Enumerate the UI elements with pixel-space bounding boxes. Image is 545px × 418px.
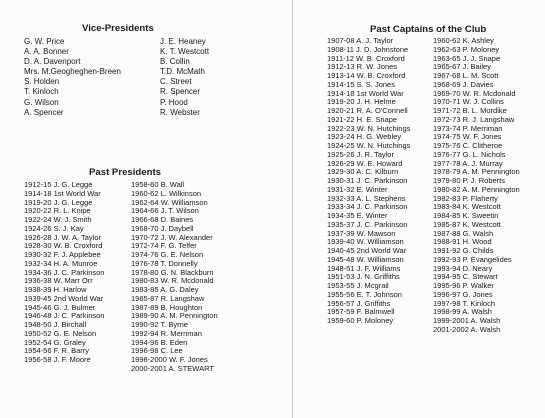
list-entry: 1964-66 J. T. Wilson [131, 207, 199, 216]
list-entry: 1920-21 R. A. O'Connell [327, 107, 408, 115]
list-entry: 1953-55 J. Mcgrail [327, 282, 389, 290]
list-entry: 1974-75 W. F. Jones [433, 133, 502, 142]
vice-presidents-right-list [160, 37, 209, 118]
list-entry: 1937-39 W. Mawson [327, 229, 396, 238]
list-entry: 1977-78 A. J. Murray [433, 159, 503, 168]
list-entry: 1966-68 D. Baines [131, 216, 194, 224]
list-entry: 1938-39 H. Harlow [24, 286, 87, 294]
list-entry: 1974-76 G. E. Nelson [131, 251, 204, 259]
list-entry: 1978-79 A. M. Pennington [433, 168, 520, 177]
list-entry: 1952-54 G. Graley [24, 338, 86, 347]
list-entry: 1994-95 C. Stewart [433, 273, 498, 282]
list-entry: 1991-92 G. Childs [433, 247, 494, 255]
list-entry: 1987-89 B. Houghton [131, 303, 203, 312]
list-entry: 1960-62 K. Ashley [433, 37, 494, 45]
list-entry: 1919-20 J. H. Helme [327, 98, 396, 107]
list-entry: 1939-40 W. Williamson [327, 238, 404, 247]
list-entry: 1926-29 W. E. Howard [327, 159, 403, 168]
list-entry: 1968-70 J. Daybell [131, 224, 194, 233]
list-entry: 1913-14 W. B. Croxford [327, 72, 406, 80]
list-entry: 1919-20 J. G. Legge [24, 198, 93, 207]
list-entry: 1965-67 J. Bailey [433, 63, 491, 72]
list-entry: 1997-98 T. Kinloch [433, 299, 495, 308]
list-entry: 1955-56 E. T. Johnson [327, 290, 402, 299]
vice-presidents-left-list [24, 37, 121, 118]
list-entry: 1970-71 W. J. Collins [433, 98, 504, 107]
list-entry: 1933-34 J. C. Parkinson [327, 203, 408, 212]
list-entry: 1930-31 J. C. Parkinson [327, 177, 408, 185]
list-entry: 1992-93 P. Evangelides [433, 255, 512, 264]
list-entry: 1922-24 W. J. Smith [24, 216, 92, 224]
list-entry: 1979-80 P. J. Roberts [433, 177, 505, 185]
list-entry: 1907-08 A. J. Taylor [327, 37, 394, 45]
list-entry: 1948-50 J. Birchall [24, 321, 87, 329]
past-presidents-heading: Past Presidents [89, 167, 161, 178]
list-entry: 1951-53 J. N. Griffiths [327, 273, 400, 282]
list-entry: 1945-46 G. J. Bulmer [24, 303, 96, 312]
list-entry: 1950-52 G. E. Nelson [24, 329, 97, 338]
list-entry: 1934-35 E. Winter [327, 212, 388, 220]
list-entry: 1946-48 J. C. Parkinson [24, 312, 105, 321]
list-entry: 1959-60 P. Moloney [327, 317, 394, 325]
list-entry: 1983-85 A. G. Daley [131, 286, 199, 294]
list-entry: 1914-18 1st World War [24, 189, 101, 198]
list-entry: S. Holden [24, 77, 60, 87]
list-entry: 1996-97 G. Jones [433, 290, 493, 299]
list-entry: 1975-76 C. Clitheroe [433, 142, 503, 150]
list-entry: T. Kinloch [24, 87, 59, 97]
list-entry: 1926-28 J. W. A. Taylor [24, 233, 101, 242]
list-entry: 1995-96 P. Walker [433, 282, 494, 290]
list-entry: 1984-85 K. Sweetin [433, 212, 499, 220]
past-captains-right-list [433, 37, 520, 335]
list-entry: 1968-69 J. Davies [433, 80, 494, 89]
list-entry: P. Hood [160, 97, 188, 107]
list-entry: 1992-94 R. Merriman [131, 329, 202, 338]
list-entry: 1931-32 E. Winter [327, 185, 388, 194]
list-entry: 1970-72 J. W. Alexander [131, 233, 213, 242]
list-entry: B. Collin [160, 57, 190, 67]
list-entry: 1967-68 L. M. Scott [433, 72, 499, 80]
list-entry: 1908-11 J. D. Johnstone [327, 45, 409, 54]
list-entry: 1973-74 P. Merriman [433, 124, 503, 133]
list-entry: 1928-30 W. B. Croxford [24, 242, 103, 251]
list-entry: 1922-23 W. N. Hutchings [327, 124, 411, 133]
list-entry: 1958-60 B. Wall [131, 181, 185, 189]
list-entry: 1932-34 H. A. Munroe [24, 259, 98, 268]
list-entry: 1956-57 J. Griffiths [327, 299, 391, 308]
list-entry: K. T. Westcott [160, 47, 210, 57]
list-entry: 1954-56 F. R. Barry [24, 347, 90, 356]
list-entry: 1993-94 D. Neary [433, 264, 493, 273]
list-entry: 1976-78 T. Donnelly [131, 259, 198, 268]
vice-presidents-heading: Vice-Presidents [82, 23, 154, 34]
list-entry: 1988-91 H. Wood [433, 238, 492, 247]
list-entry: 1962-64 W. Williamson [131, 198, 208, 207]
list-entry: 1948-51 J. F. Williams [327, 264, 401, 273]
past-presidents-right-list [131, 181, 218, 374]
list-entry: 1999-2001 A. Walsh [433, 317, 501, 325]
list-entry: 1982-83 P. Flaherty [433, 194, 498, 203]
list-entry: G. Wilson [24, 97, 59, 107]
list-entry: 1985-87 K. Westcott [433, 220, 501, 229]
list-entry: 1945-48 W. Williamson [327, 255, 404, 264]
list-entry: 1939-45 2nd World War [24, 294, 104, 303]
list-entry: 1932-33 A. L. Stephens [327, 194, 406, 203]
list-entry: 1911-12 W. B. Croxford [327, 54, 405, 63]
list-entry: 1924-25 W. N. Hutchings [327, 142, 411, 150]
list-entry: Mrs. M.Geogheghen-Breen [24, 67, 121, 77]
list-entry: 2000-2001 A. STEWART [131, 364, 214, 373]
list-entry: 1994-96 B. Eden [131, 338, 188, 347]
list-entry: 1971-72 B. L. Mordike [433, 107, 507, 115]
list-entry: 1936-38 W. Marr Orr [24, 277, 93, 286]
list-entry: 1985-87 R. Langshaw [131, 294, 205, 303]
past-captains-heading: Past Captains of the Club [370, 24, 487, 35]
list-entry: 1980-82 A. M. Pennington [433, 185, 520, 194]
list-entry: 1921-22 H. E. Snape [327, 115, 398, 124]
list-entry: D. A. Davenport [24, 57, 81, 67]
list-entry: 1998-99 A. Walsh [433, 308, 492, 317]
list-entry: 1987-88 G. Walsh [433, 229, 494, 238]
list-entry: C. Street [160, 77, 192, 87]
list-entry: A. Spencer [24, 107, 64, 117]
list-entry: 1924-26 S. J. Kay [24, 224, 84, 233]
list-entry: 1912-15 J. G. Legge [24, 181, 93, 189]
list-entry: J. E. Heaney [160, 37, 206, 46]
list-entry: T.D. McMath [160, 67, 205, 77]
page-fold [292, 0, 293, 418]
list-entry: 1990-92 T. Byrne [131, 321, 188, 329]
list-entry: 1914-18 1st World War [327, 89, 404, 98]
list-entry: 1925-26 J. R. Taylor [327, 150, 394, 159]
list-entry: 1963-65 J. J. Snape [433, 54, 501, 63]
list-entry: 2001-2002 A. Walsh [433, 325, 501, 334]
list-entry: 1998-2000 W. F. Jones [131, 356, 208, 364]
list-entry: 1978-80 G. N. Blackburn [131, 268, 214, 277]
list-entry: 1972-74 F. G. Telfer [131, 242, 197, 251]
list-entry: 1976-77 G. L. Nichols [433, 150, 506, 159]
list-entry: 1934-36 J. C. Parkinson [24, 268, 105, 277]
past-presidents-left-list [24, 181, 104, 365]
list-entry: 1920-22 R. L. Knipe [24, 207, 91, 216]
list-entry: R. Spencer [160, 87, 201, 97]
list-entry: 1996-98 C. Lee [131, 347, 183, 356]
list-entry: 1929-30 A. C. Kilburn [327, 168, 399, 177]
list-entry: 1957-59 F. Balmwell [327, 308, 395, 317]
list-entry: 1972-73 R. J. Langshaw [433, 115, 515, 124]
list-entry: 1989-90 A. M. Pennington [131, 312, 218, 321]
list-entry: 1980-83 W. R. Mcdonald [131, 277, 214, 286]
list-entry: 1969-70 W. R. Mcdonald [433, 89, 516, 98]
list-entry: R. Webster [160, 107, 200, 117]
list-entry: 1962-63 P. Moloney [433, 45, 500, 54]
list-entry: 1914-15 S. S. Jones [327, 80, 395, 89]
list-entry: 1940-45 2nd World War [327, 247, 407, 255]
list-entry: 1930-32 F. J. Applebee [24, 251, 101, 259]
list-entry: 1983-84 K. Westcott [433, 203, 501, 212]
list-entry: G. W. Price [24, 37, 65, 46]
list-entry: 1912-13 R. W. Jones [327, 63, 398, 72]
past-captains-left-list [327, 37, 410, 326]
list-entry: A. A. Bonner [24, 47, 69, 57]
list-entry: 1956-58 J. F. Moore [24, 356, 91, 364]
list-entry: 1935-37 J. C. Parkinson [327, 220, 408, 229]
list-entry: 1923-24 H. G. Webley [327, 133, 402, 142]
list-entry: 1960-62 L. Wilkinson [131, 189, 202, 198]
